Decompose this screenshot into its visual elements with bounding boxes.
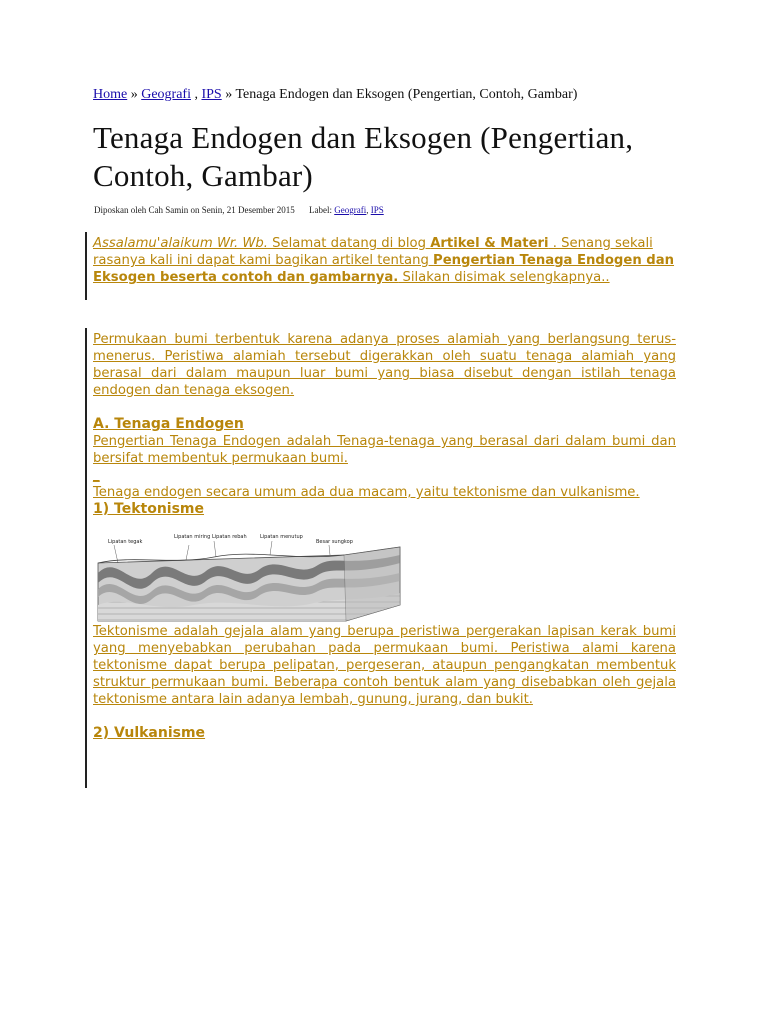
article-body bbox=[93, 331, 676, 518]
content-bar bbox=[85, 328, 87, 788]
blog-name: Artikel & Materi bbox=[430, 236, 549, 251]
label-ips-link[interactable]: IPS bbox=[370, 205, 384, 215]
quote-bar bbox=[85, 232, 87, 300]
breadcrumb bbox=[93, 87, 577, 103]
post-meta bbox=[94, 205, 384, 215]
tektonisme-section bbox=[93, 623, 676, 742]
intro-text: . Senang sekali rasanya kali ini dapat kami bagikan artikel tentang bbox=[93, 236, 653, 268]
definition-paragraph: Pengertian Tenaga Endogen adalah Tenaga-tenaga yang berasal dari dalam bumi dan bersifat membentuk permukaan bumi. bbox=[93, 434, 676, 466]
types-paragraph: Tenaga endogen secara umum ada dua macam, yaitu tektonisme dan vulkanisme. bbox=[93, 485, 640, 500]
breadcrumb-comma: , bbox=[190, 87, 202, 102]
diagram-label: Lipatan rebah bbox=[212, 534, 247, 540]
diagram-label: Lipatan miring bbox=[174, 534, 211, 540]
label-geografi-link[interactable]: Geografi bbox=[334, 205, 367, 215]
subheading-vulkanisme: 2) Vulkanisme bbox=[93, 725, 206, 741]
intro-text: Selamat datang di blog bbox=[267, 236, 431, 251]
paragraph: Permukaan bumi terbentuk karena adanya proses alamiah yang berlangsung terus-menerus. Peristiwa alamiah tersebut digerakkan oleh suatu tenaga alamiah yang berasal dari dalam maupun luar bumi yang biasa disebut dengan istilah tenaga endogen dan tenaga eksogen. bbox=[93, 332, 676, 398]
breadcrumb-home-link[interactable]: Home bbox=[93, 87, 128, 102]
labels-prefix: Label: bbox=[308, 205, 335, 215]
diagram-label: Lipatan tegak bbox=[108, 539, 143, 545]
diagram-label: Besar sungkop bbox=[316, 539, 353, 545]
breadcrumb-geografi-link[interactable]: Geografi bbox=[141, 87, 191, 102]
subheading-tektonisme: 1) Tektonisme bbox=[93, 501, 205, 517]
article-topic: Pengertian Tenaga Endogen dan Eksogen beserta contoh dan gambarnya. bbox=[93, 253, 675, 285]
post-author-date: Diposkan oleh Cah Samin on Senin, 21 Desember 2015 bbox=[94, 205, 295, 215]
breadcrumb-current: Tenaga Endogen dan Eksogen (Pengertian, Contoh, Gambar) bbox=[235, 87, 578, 102]
greeting: Assalamu'alaikum Wr. Wb. bbox=[93, 236, 268, 251]
labels-separator: , bbox=[366, 205, 371, 215]
section-heading: A. Tenaga Endogen bbox=[93, 416, 244, 432]
breadcrumb-separator: » bbox=[127, 87, 142, 102]
blank-line: _ bbox=[93, 468, 100, 483]
breadcrumb-ips-link[interactable]: IPS bbox=[201, 87, 222, 102]
tektonisme-paragraph: Tektonisme adalah gejala alam yang berupa peristiwa pergerakan lapisan kerak bumi yang menyebabkan perubahan pada permukaan bumi. Peristiwa alami karena tektonisme dapat berupa pelipatan, pergeseran, ataupun pengangkatan membentuk struktur permukaan bumi. Beberapa contoh bentuk alam yang disebabkan oleh gejala tektonisme antara lain adanya lembah, gunung, jurang, dan bukit. bbox=[93, 624, 676, 707]
page-title: Tenaga Endogen dan Eksogen (Pengertian, Contoh, Gambar) bbox=[93, 120, 634, 193]
diagram-label: Lipatan menutup bbox=[260, 534, 303, 540]
post-labels bbox=[309, 205, 384, 215]
intro-paragraph bbox=[93, 235, 676, 286]
breadcrumb-separator: » bbox=[221, 87, 236, 102]
intro-text: Silakan disimak selengkapnya.. bbox=[398, 270, 610, 285]
tektonisme-diagram bbox=[94, 533, 404, 623]
